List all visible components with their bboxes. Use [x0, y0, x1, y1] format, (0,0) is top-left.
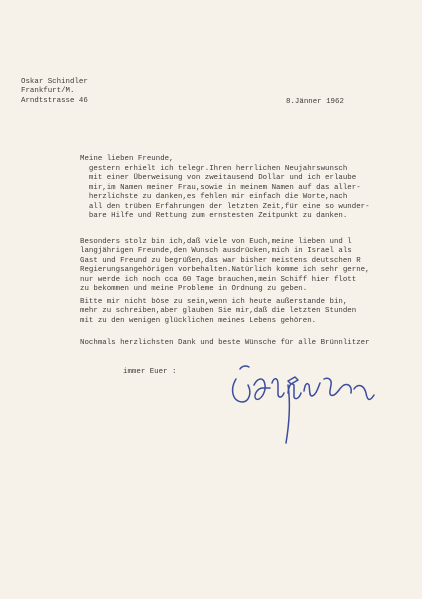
paragraph-line: bare Hilfe und Rettung zum ernstesten Zeitpunkt zu danken.	[80, 212, 348, 221]
paragraph-1	[80, 165, 370, 221]
handwritten-signature	[228, 355, 388, 447]
paragraph-line: mit einer Überweisung von zweitausend Dollar und ich erlaube	[80, 174, 357, 183]
paragraph-2	[80, 238, 370, 294]
paragraph-line: mit zu den wenigen glücklichen meines Lebens gehören.	[80, 316, 317, 325]
paragraph-line: mehr zu schreiben,aber glauben Sie mir,daß die letzten Stunden	[80, 307, 357, 316]
closing-phrase: immer Euer :	[123, 368, 177, 376]
sender-city: Frankfurt/M.	[21, 87, 75, 96]
paragraph-line: langjährigen Freunde,den Wunsch ausdrücken,mich in Israel als	[80, 247, 352, 256]
paragraph-line: Gast und Freund zu begrüßen,das war bisher meistens deutschen R	[80, 256, 361, 265]
paragraph-line: Besonders stolz bin ich,daß viele von Euch,meine lieben und l	[80, 238, 352, 246]
letter-date: 8.Jänner 1962	[286, 98, 344, 106]
paragraph-line: Nochmals herzlichsten Dank und beste Wünsche für alle Brünnlitzer	[80, 339, 370, 347]
salutation: Meine lieben Freunde,	[80, 155, 174, 163]
sender-address	[21, 78, 88, 106]
paragraph-3	[80, 298, 356, 326]
sender-name: Oskar Schindler	[21, 78, 88, 86]
paragraph-line: Regierungsangehörigen vorbehalten.Natürlich komme ich sehr gerne,	[80, 266, 370, 275]
paragraph-line: Bitte mir nicht böse zu sein,wenn ich heute außerstande bin,	[80, 298, 348, 306]
sender-street: Arndtstrasse 46	[21, 96, 88, 105]
paragraph-line: nur werde ich noch cca 60 Tage brauchen,mein Schiff hier flott	[80, 275, 357, 284]
paragraph-line: zu bekommen und meine Probleme in Ordnung zu geben.	[80, 285, 308, 294]
paragraph-line: mir,im Namen meiner Frau,sowie in meinem Namen auf das aller-	[80, 183, 361, 192]
paragraph-4	[80, 339, 370, 348]
paragraph-line: gestern erhielt ich telegr.Ihren herrlichen Neujahrswunsch	[80, 165, 348, 173]
paragraph-line: herzlichste zu danken,es fehlen mir einfach die Worte,nach	[80, 193, 348, 202]
paragraph-line: all den trüben Erfahrungen der letzten Zeit,für eine so wunder-	[80, 202, 370, 211]
